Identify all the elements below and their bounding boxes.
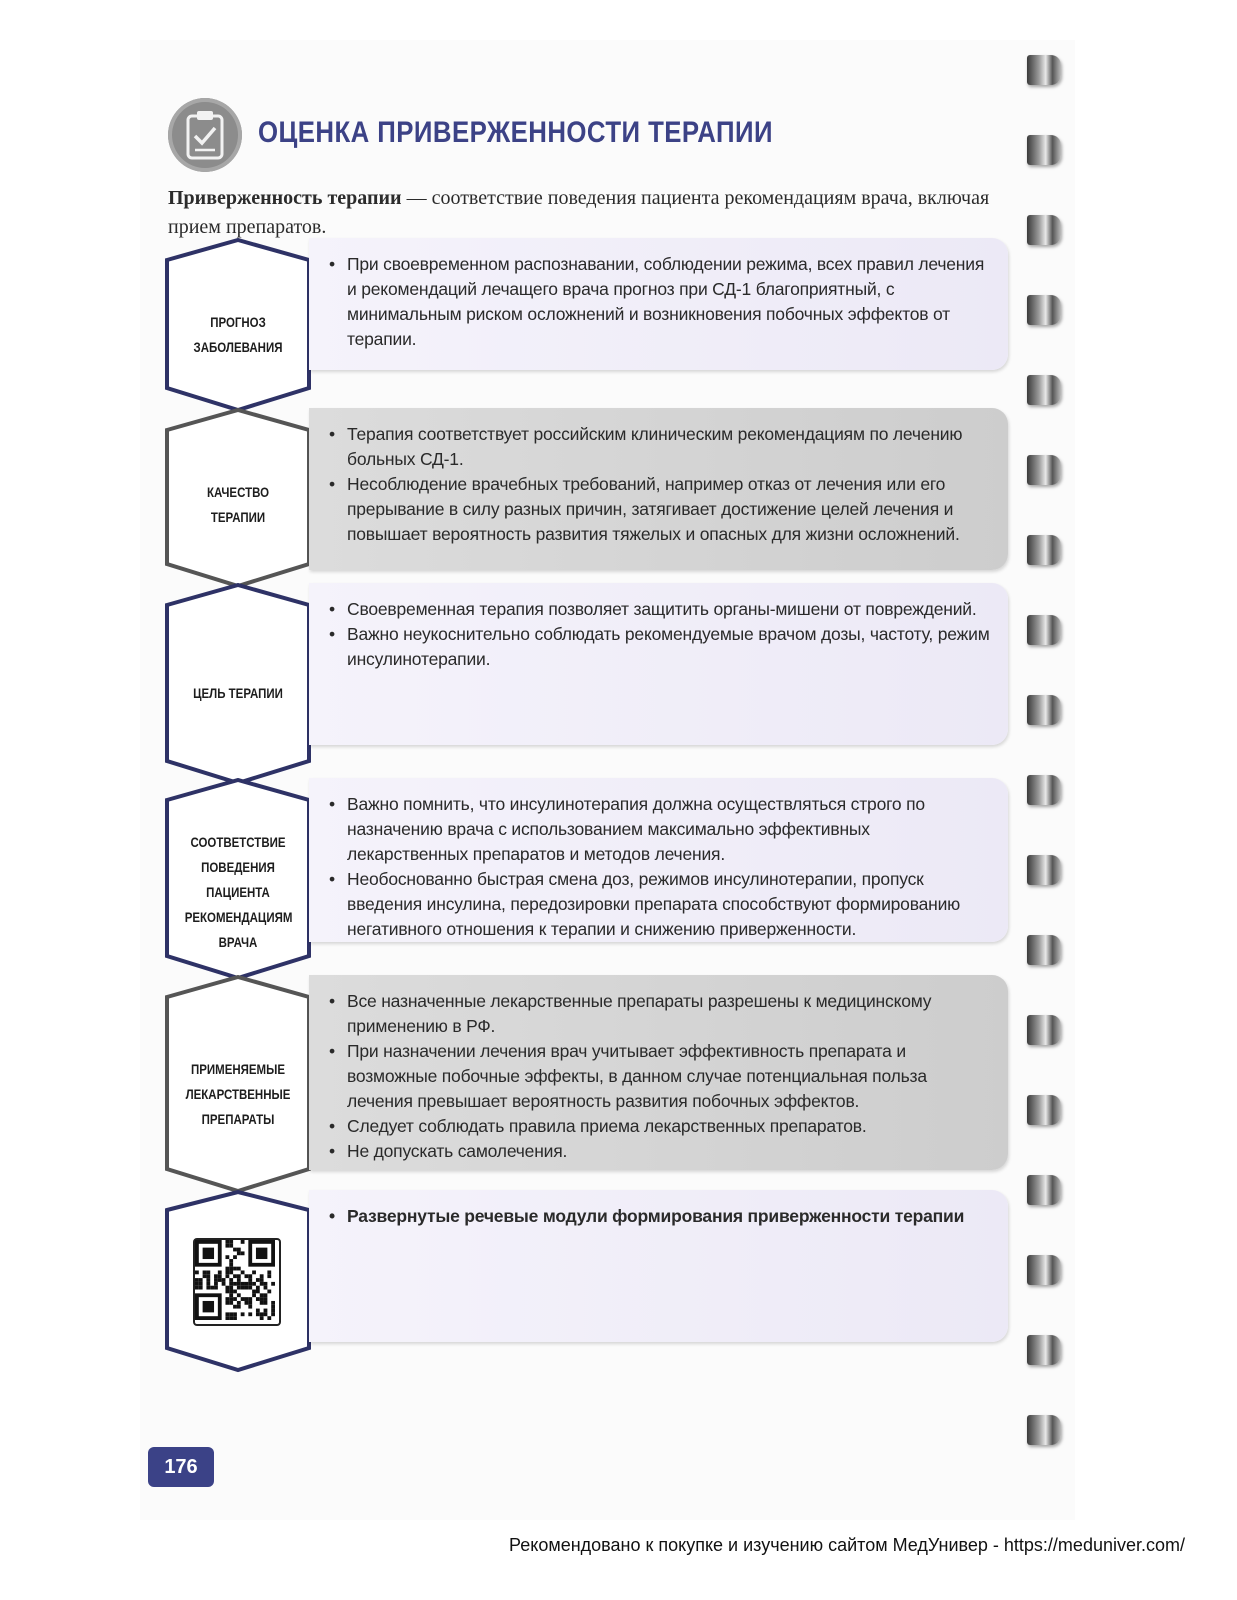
section-panel xyxy=(309,408,1008,570)
section-label: СООТВЕТСТВИЕ ПОВЕДЕНИЯ ПАЦИЕНТА РЕКОМЕНДАЦИЯМ ВРАЧА xyxy=(184,834,293,950)
section-prognosis xyxy=(163,238,1008,416)
list-item: • Важно неукоснительно соблюдать рекомендуемые врачом дозы, частоту, режим инсулинотерапии. xyxy=(329,622,994,672)
spiral-coil xyxy=(1027,775,1061,805)
spiral-coil xyxy=(1027,215,1061,245)
spiral-coil xyxy=(1027,1255,1061,1285)
spiral-coil xyxy=(1027,1175,1061,1205)
page-number: 176 xyxy=(148,1447,214,1487)
section-panel xyxy=(309,778,1008,942)
section-header xyxy=(168,98,988,178)
spiral-coil xyxy=(1027,455,1061,485)
footer-recommendation[interactable]: Рекомендовано к покупке и изучению сайтом МедУнивер - https://meduniver.com/ xyxy=(509,1535,1185,1555)
section-label: ПРОГНОЗ ЗАБОЛЕВАНИЯ xyxy=(193,314,283,355)
spiral-coil xyxy=(1027,695,1061,725)
list-item: • Не допускать самолечения. xyxy=(329,1139,994,1164)
section-panel xyxy=(309,1190,1008,1342)
section-patient-behavior xyxy=(163,778,1008,983)
list-item: • Все назначенные лекарственные препараты разрешены к медицинскому применению в РФ. xyxy=(329,989,994,1039)
spiral-coil xyxy=(1027,55,1061,85)
section-panel xyxy=(309,238,1008,370)
section-panel xyxy=(309,583,1008,745)
section-therapy-goal xyxy=(163,583,1008,788)
spiral-coil xyxy=(1027,535,1061,565)
list-item: • При своевременном распознавании, соблюдении режима, всех правил лечения и рекомендаций лечащего врача прогноз при СД-1 благоприятный, с минимальным риском осложнений и возникновения побочных эффектов от терапии. xyxy=(329,252,994,352)
list-item: • Развернутые речевые модули формирования приверженности терапии xyxy=(329,1204,994,1229)
clipboard-check-icon xyxy=(168,98,242,172)
list-item: • Следует соблюдать правила приема лекарственных препаратов. xyxy=(329,1114,994,1139)
list-item: • Необоснованно быстрая смена доз, режимов инсулинотерапии, пропуск введения инсулина, передозировки препарата способствуют формированию негативного отношения к терапии и снижению приверженности. xyxy=(329,867,994,942)
spiral-coil xyxy=(1027,1015,1061,1045)
spiral-binding xyxy=(1027,55,1077,1495)
definition-text: — соответствие поведения пациента рекомендациям врача, включая прием препаратов. xyxy=(168,187,990,238)
section-label: ЦЕЛЬ ТЕРАПИИ xyxy=(193,685,283,701)
section-speech-modules xyxy=(163,1190,1008,1375)
definition-term: Приверженность терапии xyxy=(168,187,402,209)
spiral-coil xyxy=(1027,1095,1061,1125)
section-medications xyxy=(163,975,1008,1195)
spiral-coil xyxy=(1027,375,1061,405)
list-item: • Своевременная терапия позволяет защитить органы-мишени от повреждений. xyxy=(329,597,994,622)
spiral-coil xyxy=(1027,1415,1061,1445)
list-item: • При назначении лечения врач учитывает эффективность препарата и возможные побочные эффекты, в данном случае потенциальная польза лечения превышает вероятность развития побочных эффектов. xyxy=(329,1039,994,1114)
section-therapy-quality xyxy=(163,408,1008,592)
list-item: • Несоблюдение врачебных требований, например отказ от лечения или его прерывание в силу разных причин, затягивает достижение целей лечения и повышает вероятность развития тяжелых и опасных для жизни осложнений. xyxy=(329,472,994,547)
spiral-coil xyxy=(1027,855,1061,885)
qr-code-icon[interactable] xyxy=(193,1238,281,1326)
spiral-coil xyxy=(1027,295,1061,325)
section-label: ПРИМЕНЯЕМЫЕ ЛЕКАРСТВЕННЫЕ ПРЕПАРАТЫ xyxy=(185,1061,291,1127)
list-item: • Важно помнить, что инсулинотерапия должна осуществляться строго по назначению врача с использованием максимально эффективных лекарственных препаратов и методов лечения. xyxy=(329,792,994,867)
list-item: • Терапия соответствует российским клиническим рекомендациям по лечению больных СД-1. xyxy=(329,422,994,472)
spiral-coil xyxy=(1027,935,1061,965)
page-title: ОЦЕНКА ПРИВЕРЖЕННОСТИ ТЕРАПИИ xyxy=(258,116,773,149)
spiral-coil xyxy=(1027,135,1061,165)
section-label: КАЧЕСТВО ТЕРАПИИ xyxy=(206,484,270,525)
spiral-coil xyxy=(1027,1335,1061,1365)
definition-paragraph xyxy=(168,184,1008,242)
spiral-coil xyxy=(1027,615,1061,645)
section-panel xyxy=(309,975,1008,1170)
